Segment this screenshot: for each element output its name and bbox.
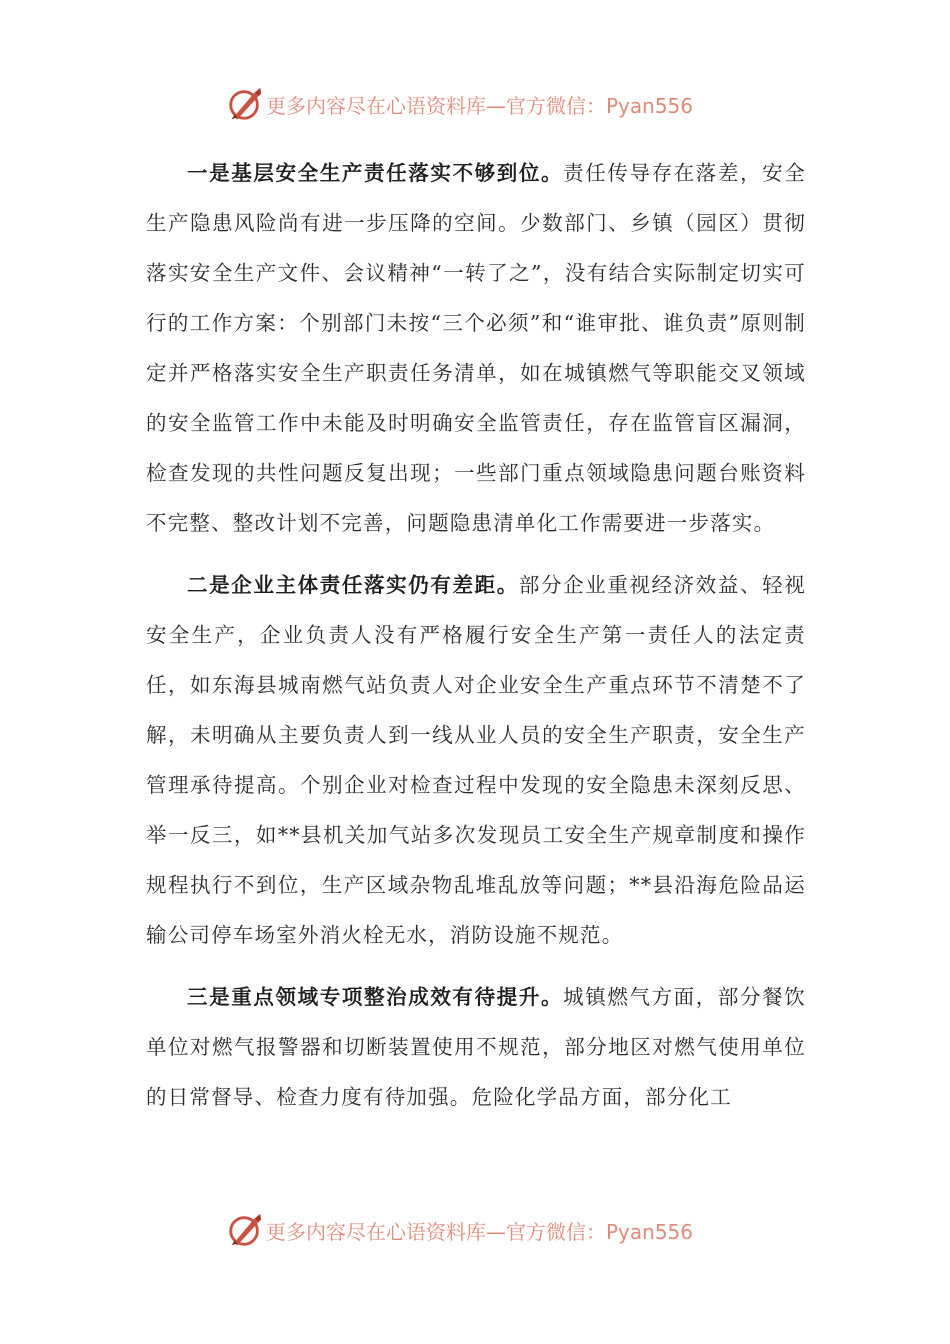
paragraph-text: 责任传导存在落差，安全生产隐患风险尚有进一步压降的空间。少数部门、乡镇（园区）贯彻落实安全生产文件、会议精神“一转了之”，没有结合实际制定切实可行的工作方案：个别部门未按“三个必须”和“谁审批、谁负责”原则制定并严格落实安全生产职责任务清单，如在城镇燃气等职能交叉领域的安全监管工作中未能及时明确安全监管责任，存在监管盲区漏洞，检查发现的共性问题反复出现；一些部门重点领域隐患问题台账资料不完整、整改计划不完善，问题隐患清单化工作需要进一步落实。 (146, 161, 806, 535)
banner-text: 更多内容尽在心语资料库—官方微信：Pyan556 (266, 1219, 694, 1244)
footer-banner (226, 1210, 746, 1250)
paragraph-3 (146, 972, 806, 1122)
paragraph-heading: 三是重点领域专项整治成效有待提升。 (187, 985, 564, 1009)
pen-quill-logo-icon (226, 85, 264, 123)
pen-quill-logo-icon (226, 1211, 264, 1249)
paragraph-text: 城镇燃气方面，部分餐饮单位对燃气报警器和切断装置使用不规范，部分地区对燃气使用单位的日常督导、检查力度有待加强。危险化学品方面，部分化工 (146, 985, 806, 1109)
paragraph-text: 部分企业重视经济效益、轻视安全生产，企业负责人没有严格履行安全生产第一责任人的法定责任，如东海县城南燃气站负责人对企业安全生产重点环节不清楚不了解，未明确从主要负责人到一线从业人员的安全生产职责，安全生产管理承待提高。个别企业对检查过程中发现的安全隐患未深刻反思、举一反三，如**县机关加气站多次发现员工安全生产规章制度和操作规程执行不到位，生产区域杂物乱堆乱放等问题；**县沿海危险品运输公司停车场室外消火栓无水，消防设施不规范。 (146, 573, 806, 947)
document-body (146, 148, 806, 1134)
banner-text: 更多内容尽在心语资料库—官方微信：Pyan556 (266, 93, 694, 118)
paragraph-2 (146, 560, 806, 960)
paragraph-heading: 一是基层安全生产责任落实不够到位。 (187, 161, 564, 185)
header-banner (226, 84, 746, 124)
paragraph-heading: 二是企业主体责任落实仍有差距。 (187, 573, 519, 597)
paragraph-1 (146, 148, 806, 548)
